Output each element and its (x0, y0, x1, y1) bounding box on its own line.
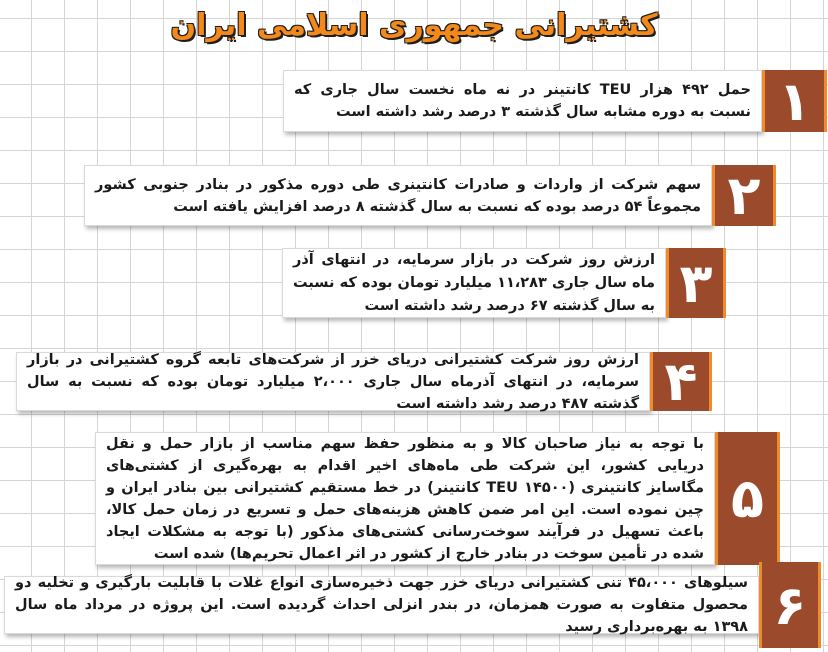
list-item (283, 70, 827, 132)
item-number: ۶ (759, 562, 821, 648)
item-number: ۵ (715, 432, 780, 565)
item-card (84, 165, 712, 226)
item-text: سیلوهای ۴۵،۰۰۰ تنی کشتیرانی دریای خزر جهت ذخیره‌سازی انواع غلات با قابلیت بارگیری و تخلیه دو محصول متفاوت به صورت همزمان، در بندر انزلی احداث گردیده است. این پروژه در مرداد ماه سال ۱۳۹۸ به بهره‌برداری رسید (15, 575, 748, 635)
item-text: حمل ۴۹۲ هزار TEU کانتینر در نه ماه نخست سال جاری که نسبت به دوره مشابه سال گذشته ۳ درصد رشد داشته است (294, 82, 751, 120)
item-number: ۲ (712, 165, 776, 226)
item-card (282, 248, 666, 318)
list-item (84, 165, 776, 226)
page-title: کشتیرانی جمهوری اسلامی ایران (170, 8, 658, 43)
item-card (4, 576, 759, 634)
item-text: ارزش روز شرکت کشتیرانی دریای خزر از شرکت‌های تابعه گروه کشتیرانی در بازار سرمایه، در انتهای آذرماه سال جاری ۲،۰۰۰ میلیارد تومان بوده که نسبت به سال گذشته ۴۸۷ درصد رشد داشته است (27, 351, 639, 412)
item-text: ارزش روز شرکت در بازار سرمایه، در انتهای آذر ماه سال جاری ۱۱،۲۸۳ میلیارد تومان بوده که نسبت به سال گذشته ۶۷ درصد رشد داشته است (293, 251, 655, 314)
item-text: سهم شرکت از واردات و صادرات کانتینری طی دوره مذکور در بنادر جنوبی کشور مجموعاً ۵۴ درصد بوده که نسبت به سال گذشته ۸ درصد افزایش یافته است (95, 176, 701, 215)
list-item (4, 562, 826, 648)
item-number: ۴ (650, 352, 712, 411)
item-card (283, 70, 762, 132)
item-text: با توجه به نیاز صاحبان کالا و به منظور حفظ سهم مناسب از بازار حمل و نقل دریایی کشور، این شرکت طی ماه‌های اخیر اقدام به بهره‌گیری از کشتی‌های مگاسایز کانتینری (۱۴۵۰۰ TEU کانتینر) در خط مستقیم کشتیرانی بین بنادر ایران و چین نموده است. این امر ضمن کاهش هزینه‌های حمل و تسریع در زمان حمل کالا، باعث تسهیل در فرآیند سوخت‌رسانی کشتی‌های مذکور (با توجه به مشکلات ایجاد شده در تأمین سوخت در بنادر خارج از کشور در اثر اعمال تحریم‌ها) شده است (106, 435, 704, 562)
item-card (95, 432, 715, 565)
list-item (95, 432, 780, 565)
list-item (282, 248, 726, 318)
item-card (16, 352, 650, 411)
item-number: ۳ (666, 248, 726, 318)
item-number: ۱ (762, 70, 827, 132)
list-item (16, 352, 712, 411)
